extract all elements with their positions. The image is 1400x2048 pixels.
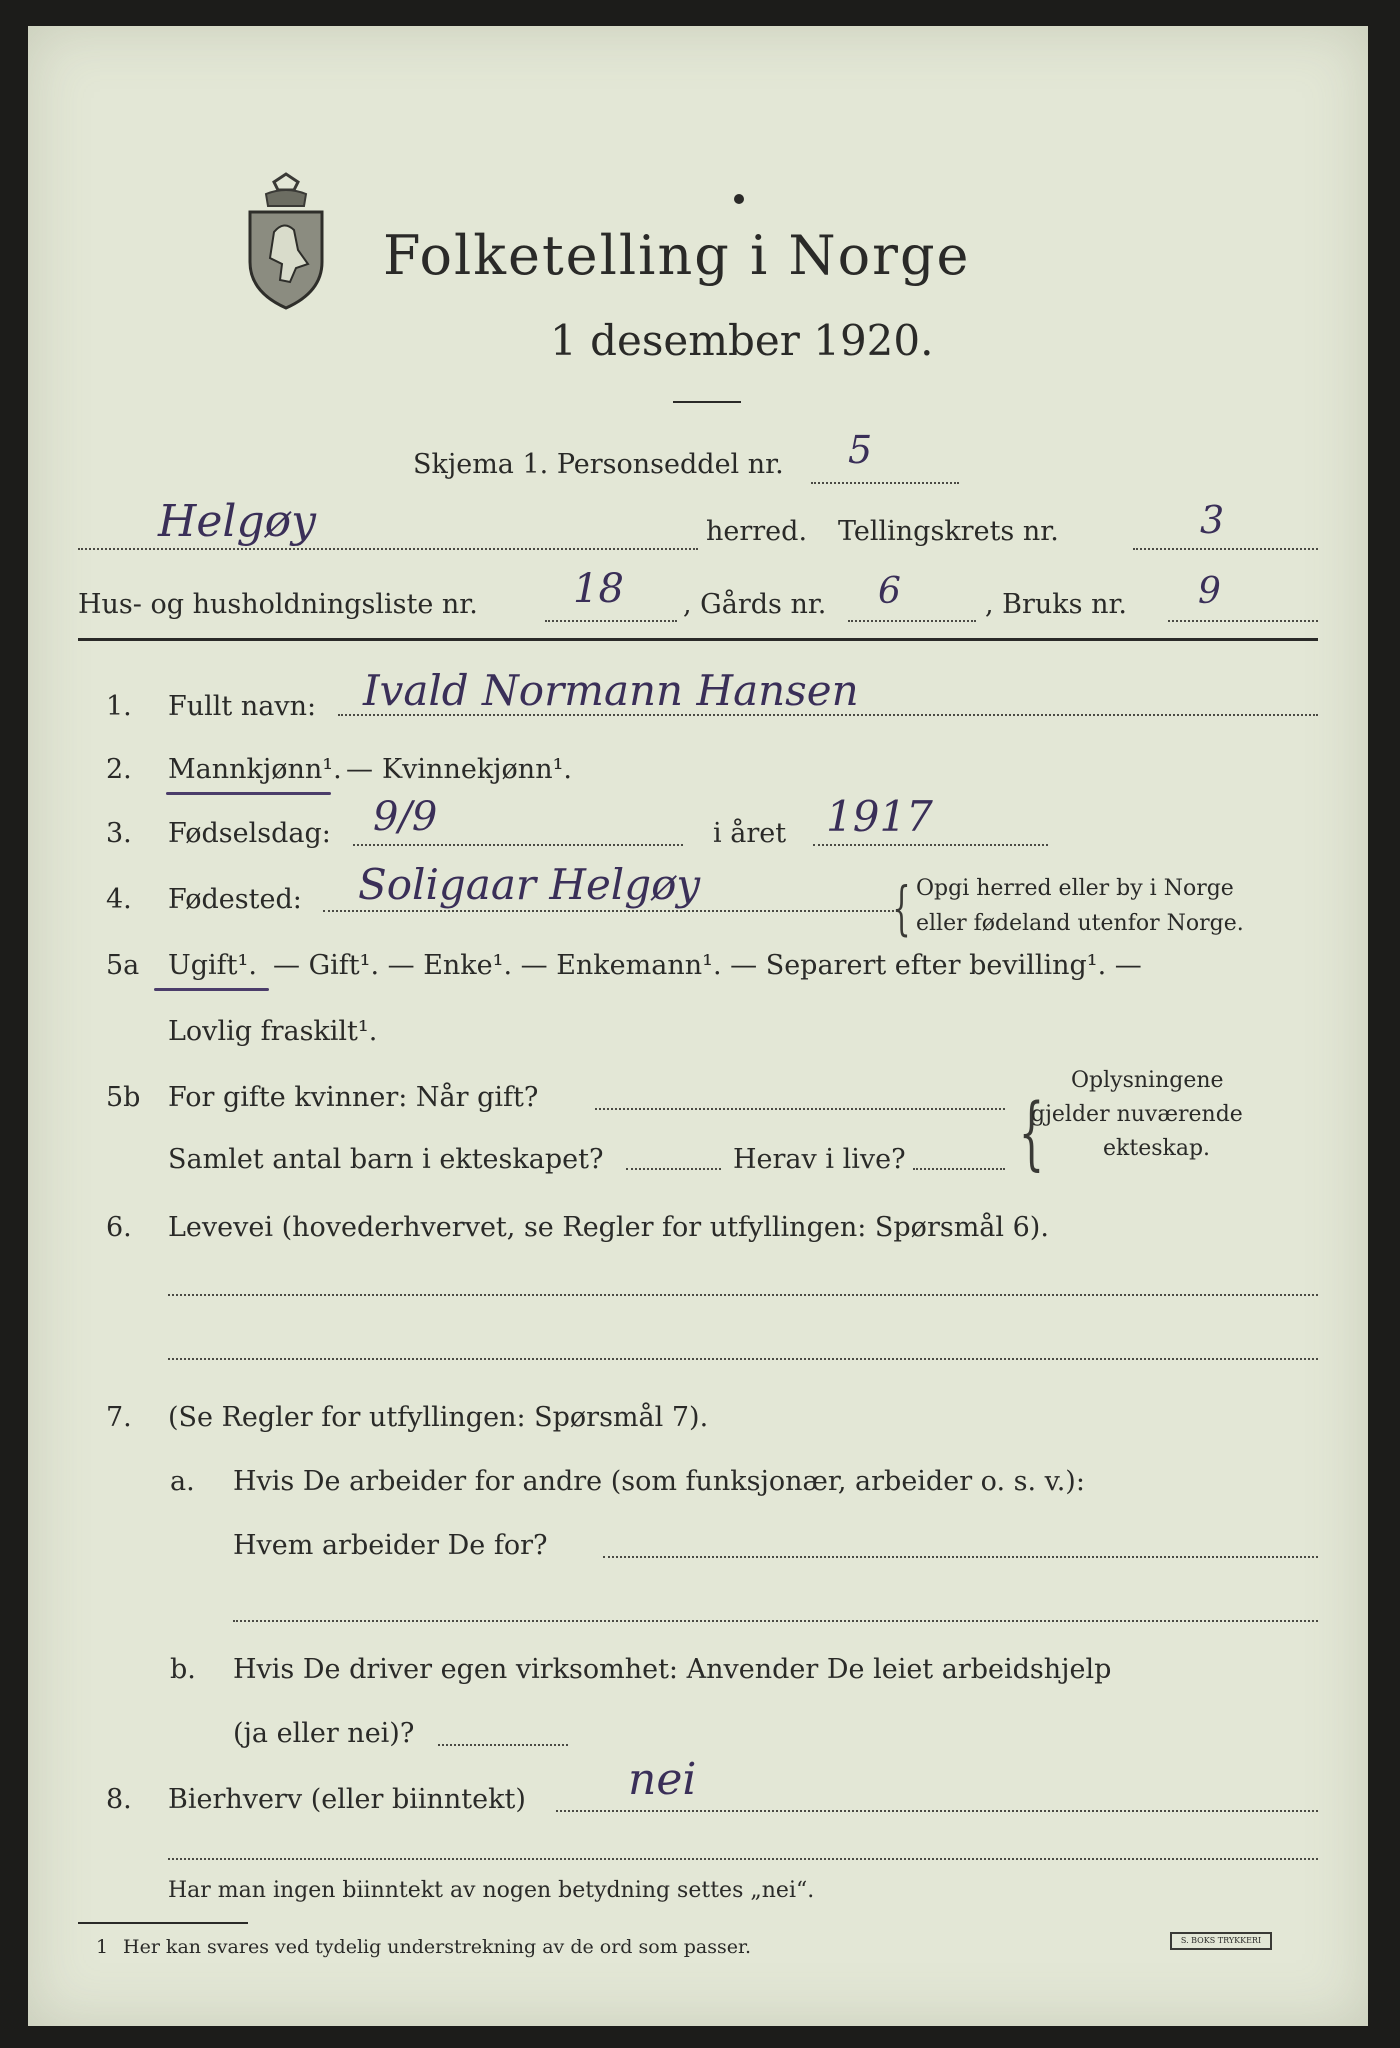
ink-dot	[734, 194, 744, 204]
q6-line-2	[168, 1358, 1318, 1360]
q8-label: Bierhverv (eller biinntekt)	[168, 1784, 526, 1815]
q7b-label: Hvis De driver egen virksomhet: Anvender De leiet arbeidshjelp	[233, 1654, 1112, 1685]
herred-value: Helgøy	[158, 496, 316, 547]
q3-value: 9/9	[373, 794, 438, 840]
husliste-label: Hus- og husholdningsliste nr.	[78, 589, 478, 620]
q4-value: Soligaar Helgøy	[358, 860, 701, 909]
header-rule	[78, 638, 1318, 641]
q7b-number: b.	[170, 1654, 196, 1685]
q3-year-label: i året	[713, 818, 787, 849]
q7a-line-extra	[233, 1620, 1318, 1622]
census-form	[28, 26, 1368, 2026]
q8-number: 8.	[106, 1784, 132, 1815]
q7-number: 7.	[106, 1402, 132, 1433]
q5a-ugift: Ugift¹.	[168, 950, 257, 981]
q7a-number: a.	[170, 1466, 195, 1497]
personseddel-value: 5	[848, 428, 873, 472]
tellingskrets-label: Tellingskrets nr.	[838, 516, 1059, 547]
q5b-barn-line	[626, 1168, 721, 1170]
q1-label: Fullt navn:	[168, 691, 317, 722]
q5b-live-line	[913, 1168, 1005, 1170]
title-divider	[673, 401, 741, 403]
q5b-note-1: Oplysningene	[1071, 1068, 1224, 1093]
q7-label: (Se Regler for utfyllingen: Spørsmål 7).	[168, 1402, 709, 1433]
q3-day-line	[353, 844, 683, 846]
gards-label: , Gårds nr.	[683, 589, 827, 620]
q4-brace: {	[892, 874, 911, 942]
husliste-line	[545, 620, 677, 622]
q2-male: Mannkjønn¹.	[168, 754, 342, 785]
q1-value: Ivald Normann Hansen	[363, 666, 859, 715]
q7a-line	[603, 1556, 1318, 1558]
skjema-label: Skjema 1. Personseddel nr.	[413, 449, 784, 480]
q3-year: 1917	[826, 792, 933, 841]
q5a-ugift-underline	[154, 988, 269, 991]
q5b-note-3: ekteskap.	[1103, 1136, 1211, 1161]
q7b-line	[438, 1744, 568, 1746]
q5b-note-2: gjelder nuværende	[1031, 1102, 1243, 1127]
q4-note-2: eller fødeland utenfor Norge.	[916, 911, 1244, 936]
printer-stamp: S. BOKS TRYKKERI	[1170, 1932, 1272, 1950]
coat-of-arms-icon	[236, 172, 336, 312]
q4-note-1: Opgi herred eller by i Norge	[916, 876, 1234, 901]
personseddel-line	[811, 482, 959, 484]
q8-line-extra	[168, 1858, 1318, 1860]
q3-number: 3.	[106, 818, 132, 849]
q8-line	[556, 1810, 1318, 1812]
tellingskrets-value: 3	[1200, 498, 1225, 542]
q5a-number: 5a	[106, 950, 140, 981]
q5a-line2: Lovlig fraskilt¹.	[168, 1016, 378, 1047]
q6-line-1	[168, 1294, 1318, 1296]
q6-label: Levevei (hovederhvervet, se Regler for utfyllingen: Spørsmål 6).	[168, 1212, 1049, 1243]
tellingskrets-line	[1133, 548, 1318, 550]
q7a-label: Hvis De arbeider for andre (som funksjonær, arbeider o. s. v.):	[233, 1466, 1085, 1497]
form-title: Folketelling i Norge	[383, 224, 971, 287]
q5b-barn-label: Samlet antal barn i ekteskapet?	[168, 1144, 604, 1175]
q2-male-underline	[166, 792, 331, 795]
gards-line	[848, 620, 976, 622]
q6-number: 6.	[106, 1212, 132, 1243]
q5a-options: — Gift¹. — Enke¹. — Enkemann¹. — Separert efter bevilling¹. —	[273, 950, 1142, 981]
footnote-number: 1	[96, 1936, 109, 1958]
q2-separator: —	[346, 754, 373, 785]
gards-value: 6	[878, 571, 901, 612]
q7b-line2: (ja eller nei)?	[233, 1718, 415, 1749]
q5b-brace: {	[1018, 1086, 1045, 1179]
q5b-label: For gifte kvinner: Når gift?	[168, 1082, 539, 1113]
q7a-line2: Hvem arbeider De for?	[233, 1530, 548, 1561]
footnote-text: Her kan svares ved tydelig understrekning av de ord som passer.	[123, 1936, 752, 1958]
q3-year-line	[813, 844, 1048, 846]
bruks-line	[1168, 620, 1318, 622]
form-date: 1 desember 1920.	[550, 316, 934, 365]
q3-label: Fødselsdag:	[168, 818, 331, 849]
q4-line	[323, 910, 898, 912]
q5b-gift-line	[595, 1108, 1005, 1110]
footnote-rule	[78, 1922, 248, 1924]
q2-number: 2.	[106, 754, 132, 785]
q4-label: Fødested:	[168, 884, 302, 915]
herred-label: herred.	[706, 516, 808, 547]
q5b-number: 5b	[106, 1082, 141, 1113]
q8-value: nei	[628, 1754, 697, 1805]
husliste-value: 18	[573, 566, 624, 612]
bruks-value: 9	[1198, 571, 1221, 612]
q4-number: 4.	[106, 884, 132, 915]
q5b-live-label: Herav i live?	[733, 1144, 906, 1175]
q2-female: Kvinnekjønn¹.	[382, 754, 572, 785]
bruks-label: , Bruks nr.	[985, 589, 1128, 620]
footer-note: Har man ingen biinntekt av nogen betydning settes „nei“.	[168, 1878, 815, 1903]
herred-line	[78, 548, 698, 550]
q1-number: 1.	[106, 691, 132, 722]
